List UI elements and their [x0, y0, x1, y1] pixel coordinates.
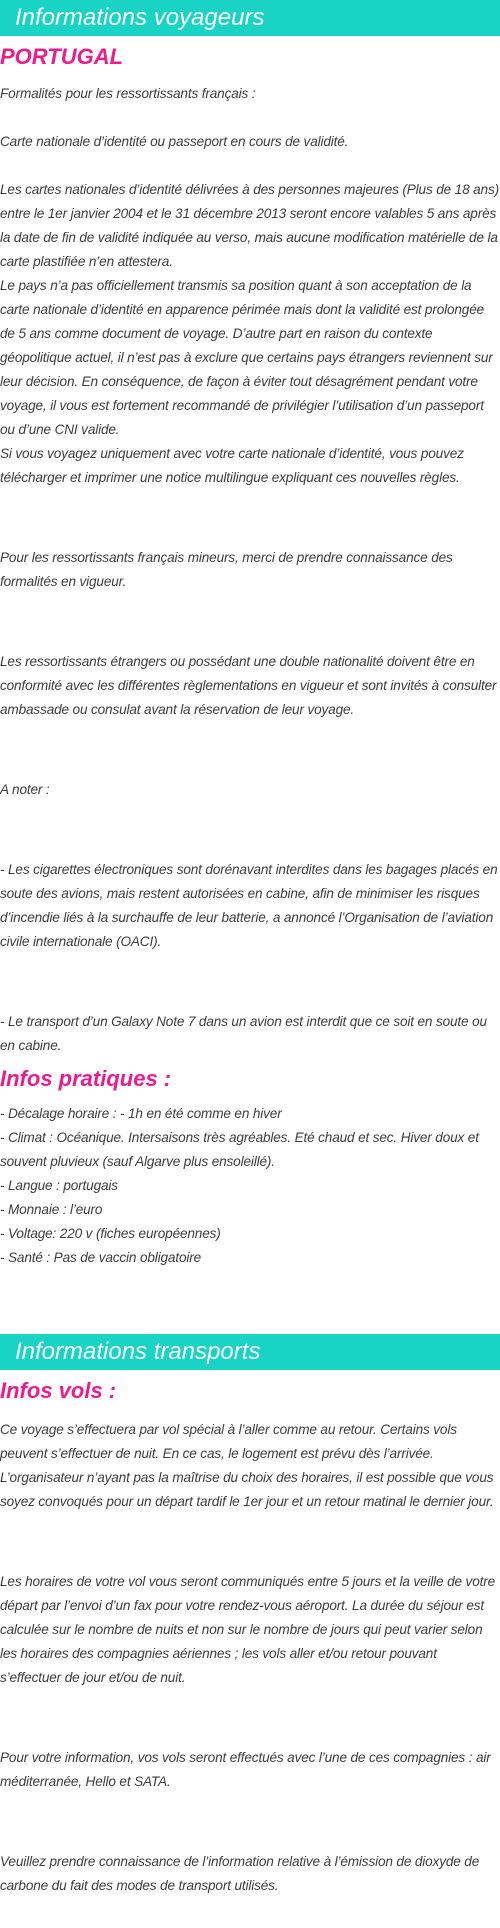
formalites-intro: Formalités pour les ressortissants français : [0, 86, 256, 101]
etrangers-text: Les ressortissants étrangers ou possédant une double nationalité doivent être en conformité avec les différentes règlementations en vigueur et sont invités à consulter ambassade ou consulat avant la réservation de leur voyage. [0, 654, 497, 717]
carte-identite-text: Carte nationale d’identité ou passeport en cours de validité. [0, 134, 349, 149]
section-title-transports: Informations transports [15, 1338, 261, 1365]
list-item-langue: - Langue : portugais [0, 1178, 118, 1193]
a-noter-label: A noter : [0, 782, 50, 797]
list-item-voltage: - Voltage: 220 v (fiches européennes) [0, 1226, 221, 1241]
cigarettes-note: - Les cigarettes électroniques sont dorénavant interdites dans les bagages placés en soute des avions, mais restent autorisées en cabine, afin de minimiser les risques d’incendie liés à la surchauffe de leur batterie, a annoncé l’Organisation de l’aviation civile internationale (OACI). [0, 862, 498, 949]
galaxy-note: - Le transport d’un Galaxy Note 7 dans un avion est interdit que ce soit en soute ou en cabine. [0, 1014, 487, 1053]
mineurs-text: Pour les ressortissants français mineurs, merci de prendre connaissance des formalités en vigueur. [0, 550, 453, 589]
section-bar-voyageurs [0, 0, 500, 36]
compagnies-text: Pour votre information, vos vols seront effectués avec l’une de ces compagnies : air méditerranée, Hello et SATA. [0, 1750, 491, 1789]
horaires-text: Les horaires de votre vol vous seront communiqués entre 5 jours et la veille de votre départ par l’envoi d’un fax pour votre rendez-vous aéroport. La durée du séjour est calculée sur le nombre de nuits et non sur le nombre de jours qui peut varier selon les horaires des compagnies aériennes ; les vols aller et/ou retour pouvant s’effectuer de jour et/ou de nuit. [0, 1574, 496, 1685]
list-item-monnaie: - Monnaie : l’euro [0, 1202, 103, 1217]
list-item-climat: - Climat : Océanique. Intersaisons très agréables. Eté chaud et sec. Hiver doux et souvent pluvieux (sauf Algarve plus ensoleillé). [0, 1130, 479, 1169]
infos-vols-heading: Infos vols : [0, 1378, 117, 1403]
section-bar-transports [0, 1334, 500, 1370]
notice-multilingue-text: Si vous voyagez uniquement avec votre carte nationale d’identité, vous pouvez télécharger et imprimer une notice multilingue expliquant ces nouvelles règles. [0, 446, 464, 485]
infos-pratiques-list [0, 1102, 500, 1270]
list-item-decalage: - Décalage horaire : - 1h en été comme en hiver [0, 1106, 282, 1121]
list-item-sante: - Santé : Pas de vaccin obligatoire [0, 1250, 202, 1265]
section-title-voyageurs: Informations voyageurs [15, 4, 265, 31]
infos-pratiques-heading: Infos pratiques : [0, 1066, 172, 1091]
vol-special-text: Ce voyage s’effectuera par vol spécial à l’aller comme au retour. Certains vols peuvent s’effectuer de nuit. En ce cas, le logement est prévu dès l’arrivée. L’organisateur n’ayant pas la maîtrise du choix des horaires, il est possible que vous soyez convoqués pour un départ tardif le 1er jour et un retour matinal le dernier jour. [0, 1422, 494, 1509]
dioxyde-text: Veuillez prendre connaissance de l’information relative à l’émission de dioxyde de carbone du fait des modes de transport utilisés. [0, 1854, 480, 1893]
country-heading: PORTUGAL [0, 44, 124, 69]
pays-position-text: Le pays n’a pas officiellement transmis sa position quant à son acceptation de la carte nationale d’identité en apparence périmée mais dont la validité est prolongée de 5 ans comme document de voyage. D’autre part en raison du contexte géopolitique actuel, il n’est pas à exclure que certains pays étrangers reviennent sur leur décision. En conséquence, de façon à éviter tout désagrément pendant votre voyage, il vous est fortement recommandé de privilégier l’utilisation d’un passeport ou d’une CNI valide. [0, 278, 493, 437]
cni-validite-text: Les cartes nationales d’identité délivrées à des personnes majeures (Plus de 18 ans) entre le 1er janvier 2004 et le 31 décembre 2013 seront encore valables 5 ans après la date de fin de validité indiquée au verso, mais aucune modification matérielle de la carte plastifiée n’en attestera. [0, 182, 499, 269]
